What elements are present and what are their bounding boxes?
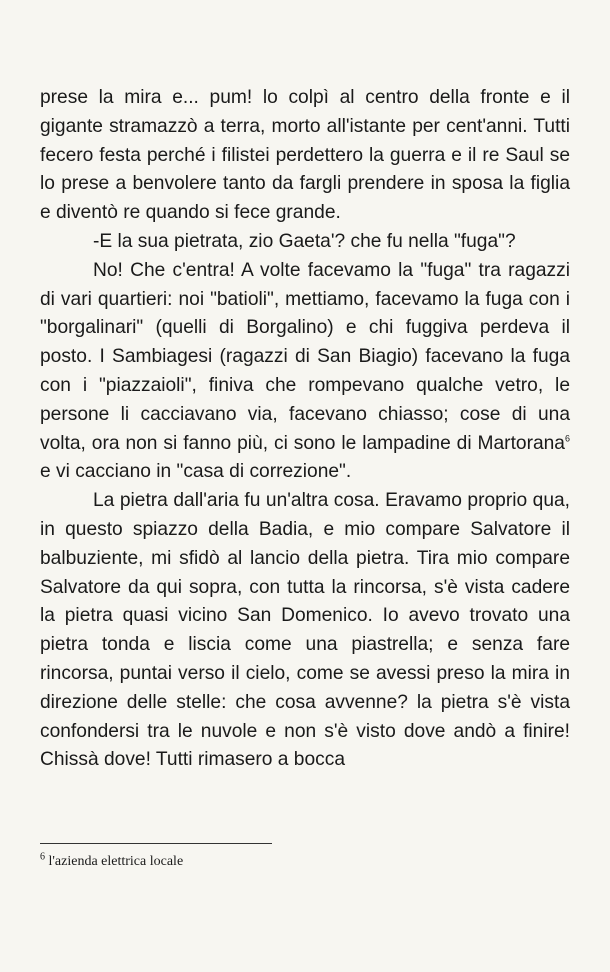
paragraph-3-text-a: No! Che c'entra! A volte facevamo la "fuga" tra ragazzi di vari quartieri: noi "batioli", mettiamo, facevamo la fuga con i "borgalinari" (quelli di Borgalino) e chi fuggiva perdeva il posto. I Sambiagesi (ragazzi di San Biagio) facevano la fuga con i "piazzaioli", finiva che rompevano qualche vetro, le persone li cacciavano via, facevano chiasso; cose di una volta, ora non si fanno più, ci sono le lampadine di Martorana [40, 259, 570, 454]
footnote-text: l'azienda elettrica locale [48, 854, 184, 869]
paragraph-1: prese la mira e... pum! lo colpì al centro della fronte e il gigante stramazzò a terra, morto all'istante per cent'anni. Tutti fecero festa perché i filistei perdettero la guerra e il re Saul se lo prese a benvolere tanto da fargli prendere in sposa la figlia e diventò re quando si fece grande. [40, 87, 570, 224]
paragraph-3 [40, 257, 570, 487]
footnote-reference: 6 [564, 433, 570, 444]
footnote [40, 853, 183, 871]
paragraph-3-text-b: e vi cacciano in "casa di correzione". [40, 461, 352, 483]
footnote-number: 6 [40, 851, 45, 863]
paragraph-2: -E la sua pietrata, zio Gaeta'? che fu nella "fuga"? [93, 230, 516, 252]
body-text [40, 84, 570, 775]
paragraph-4: La pietra dall'aria fu un'altra cosa. Eravamo proprio qua, in questo spiazzo della Badia, e mio compare Salvatore il balbuziente, mi sfidò al lancio della pietra. Tira mio compare Salvatore da qui sopra, con tutta la rincorsa, s'è vista cadere la pietra quasi vicino San Domenico. Io avevo trovato una pietra tonda e liscia come una piastrella; e senza fare rincorsa, puntai verso il cielo, come se avessi preso la mira in direzione delle stelle: che cosa avvenne? la pietra s'è vista confondersi tra le nuvole e non s'è visto dove andò a finire! Chissà dove! Tutti rimasero a bocca [40, 490, 570, 771]
footnote-divider [40, 843, 272, 844]
